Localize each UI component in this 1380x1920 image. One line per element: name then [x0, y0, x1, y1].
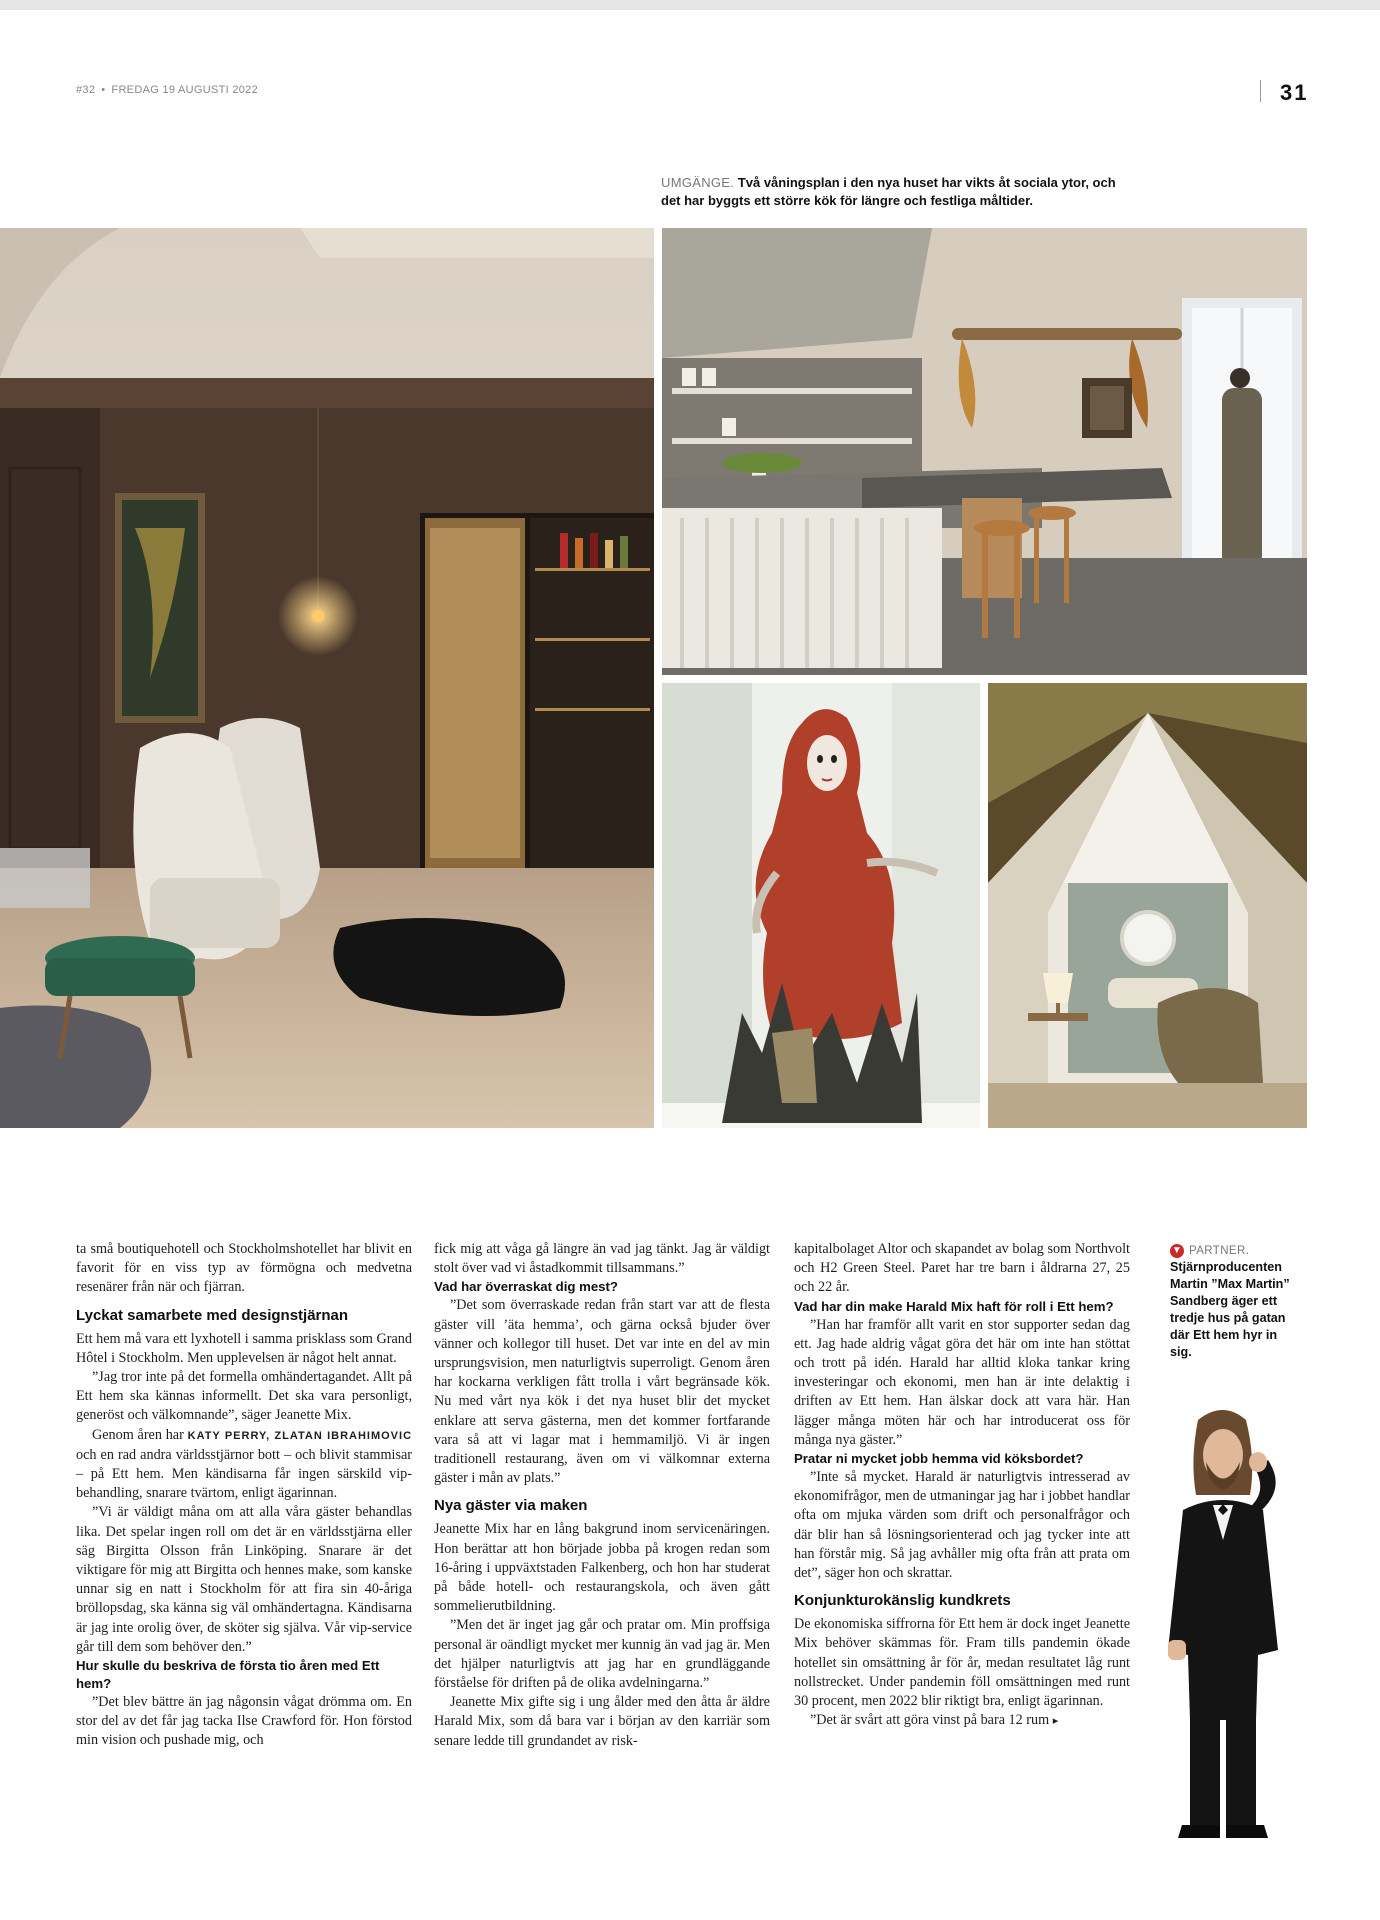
paragraph [76, 1426, 412, 1504]
lounge-photo [0, 228, 654, 1128]
continue-arrow-icon: ▸ [1052, 1715, 1059, 1728]
interview-question: Hur skulle du beskriva de första tio åren med Ett hem? [76, 1658, 380, 1692]
issue-date: FREDAG 19 AUGUSTI 2022 [111, 84, 259, 96]
interview-question: Vad har överraskat dig mest? [434, 1279, 618, 1295]
partner-label: PARTNER. [1189, 1245, 1250, 1257]
subheading: Lyckat samarbete med designstjärnan [76, 1306, 349, 1324]
paragraph [794, 1711, 1130, 1731]
issue-number: #32 [76, 84, 96, 96]
paragraph: fick mig att våga gå längre än vad jag tänkt. Jag är väldigt stolt över vad vi åstadkommit tillsammans.” [434, 1241, 770, 1277]
photo-caption [661, 174, 1131, 210]
interview-question: Pratar ni mycket jobb hemma vid köksbordet? [794, 1451, 1084, 1467]
page-number: 31 [1280, 80, 1309, 105]
attic-bathroom-photo [988, 683, 1307, 1128]
separator-dot: • [101, 84, 106, 96]
interview-question: Vad har din make Harald Mix haft för roll i Ett hem? [794, 1298, 1114, 1314]
caption-text: Två våningsplan i den nya huset har vikts åt sociala ytor, och det har byggts ett större kök för längre och festliga måltider. [661, 175, 1116, 208]
kitchen-photo [662, 228, 1307, 675]
folio-divider [1260, 80, 1261, 102]
paragraph: De ekonomiska siffrorna för Ett hem är dock inget Jeanette Mix behöver skämmas för. Fram tills pandemin ökade hotellet sin omsättning år för år, medan resultatet låg runt nollstrecket. Under pandemin föll omsättningen med runt 30 procent, men 2022 blir riktigt bra, enligt ägarinnan. [794, 1616, 1130, 1710]
subheading: Konjunkturokänslig kundkrets [794, 1592, 1011, 1610]
page-folio [76, 84, 258, 96]
sculpture-photo [662, 683, 980, 1128]
paragraph: ”Men det är inget jag går och pratar om. Min proffsiga personal är oändligt mycket mer kunnig än vad jag är. Men det hjälper naturligtvis att jag har en grundläggande förståelse för driften på de olika avdelningarna.” [434, 1617, 770, 1692]
paragraph: Jeanette Mix har en lång bakgrund inom servicenäringen. Hon berättar att hon började jobba på krogen redan som 16-åring i uppväxtstaden Falkenberg, och hon har studerat på både hotell- och restaurangskola, och även gått sommelierutbildning. [434, 1521, 770, 1615]
paragraph-text: Genom åren har [92, 1426, 184, 1443]
paragraph: Jeanette Mix gifte sig i ung ålder med den åtta år äldre Harald Mix, som då bara var i början av den karriär som senare ledde till grundandet av risk- [434, 1694, 770, 1749]
partner-sidebar [1170, 1244, 1300, 1361]
partner-label-row [1170, 1244, 1300, 1258]
article-column-3 [794, 1240, 1130, 1731]
paragraph: kapitalbolaget Altor och skapandet av bolag som Northvolt och H2 Green Steel. Paret har tre barn i åldrarna 27, 25 och 22 år. [794, 1241, 1130, 1296]
celebrity-names: KATY PERRY, ZLATAN IBRAHIMOVIC [187, 1429, 413, 1442]
article-column-1 [76, 1240, 412, 1751]
caption-kicker: UMGÄNGE. [661, 175, 735, 190]
subheading: Nya gäster via maken [434, 1497, 588, 1515]
paragraph-text: ”Det är svårt att göra vinst på bara 12 rum [810, 1712, 1050, 1729]
paragraph: ”Det som överraskade redan från start var att de flesta gäster vill ’äta hemma’, och gärna också bjuder över vänner och kollegor till huset. Det var inte en del av min ursprungsvision, men naturligtvis superroligt. Genom åren har kockarna verkligen fått trolla i vårt begränsade kök. Nu med vårt nya kök i det nya huset blir det mycket enklare att serva gästerna, men det kommer fortfarande vara så att vi lagar mat i hemmamiljö. Vi är ingen traditionell restaurang, även om vi välkomnar externa gäster i mån av plats.” [434, 1297, 770, 1487]
paragraph: ”Vi är väldigt måna om att alla våra gäster behandlas lika. Det spelar ingen roll om det är en världsstjärna eller säg Birgitta Olsson från Linköping. Snarare är det viktigare för mig att Birgitta och hennes make, som kanske unnar sig en natt i Stockholm för att fira sin 40-åriga bröllopsdag, ska känna sig väl omhändertagna. Kändisarna är jag inte orolig över, de sköter sig själva. Vår vip-service går till dem som behöver den.” [76, 1504, 412, 1655]
paragraph: ta små boutiquehotell och Stockholmshotellet har blivit en favorit för en viss typ av förmögna och medvetna resenärer från när och fjärran. [76, 1241, 412, 1296]
paragraph: ”Han har framför allt varit en stor supporter sedan dag ett. Jag hade aldrig vågat göra det här om inte han stöttat och trott på idén. Harald har alltid kloka tankar kring investeringar och ekonomi, men han är inte delaktig i driften av Ett hem. Han älskar dock att vara här. Han lägger många möten här och har introducerat oss för många nya gäster.” [794, 1316, 1130, 1448]
paragraph: ”Jag tror inte på det formella omhändertagandet. Allt på Ett hem ska kännas informellt. Det ska vara personligt, generöst och välkomnande”, säger Jeanette Mix. [76, 1369, 412, 1424]
paragraph: ”Inte så mycket. Harald är naturligtvis intresserad av ekonomifrågor, men de utmaningar jag har i jobbet handlar ofta om mjuka värden som drift och personalfrågor och där blir han så lösningsorienterad och jag tycker inte att han förstår mig. Så jag avhåller mig ofta från att prata om det”, säger hon och skrattar. [794, 1469, 1130, 1582]
paragraph-text: och en rad andra världsstjärnor bott – och blivit stammisar – på Ett hem. Men kändisarna får ingen särskild vip-behandling, snarare tvärtom, enligt ägarinnan. [76, 1446, 412, 1502]
partner-text: Stjärnproducenten Martin ”Max Martin” Sandberg äger ett tredje hus på gatan där Ett hem hyr in sig. [1170, 1260, 1290, 1359]
article-column-2 [434, 1240, 770, 1751]
top-bar [0, 0, 1380, 10]
arrow-down-circle-icon: ▼ [1171, 1245, 1183, 1256]
portrait-photo [1138, 1400, 1308, 1840]
paragraph: Ett hem må vara ett lyxhotell i samma prisklass som Grand Hôtel i Stockholm. Men upplevelsen är något helt annat. [76, 1330, 412, 1366]
paragraph: ”Det blev bättre än jag någonsin vågat drömma om. En stor del av det får jag tacka Ilse Crawford för. Hon förstod min vision och pushade mig, och [76, 1694, 412, 1749]
